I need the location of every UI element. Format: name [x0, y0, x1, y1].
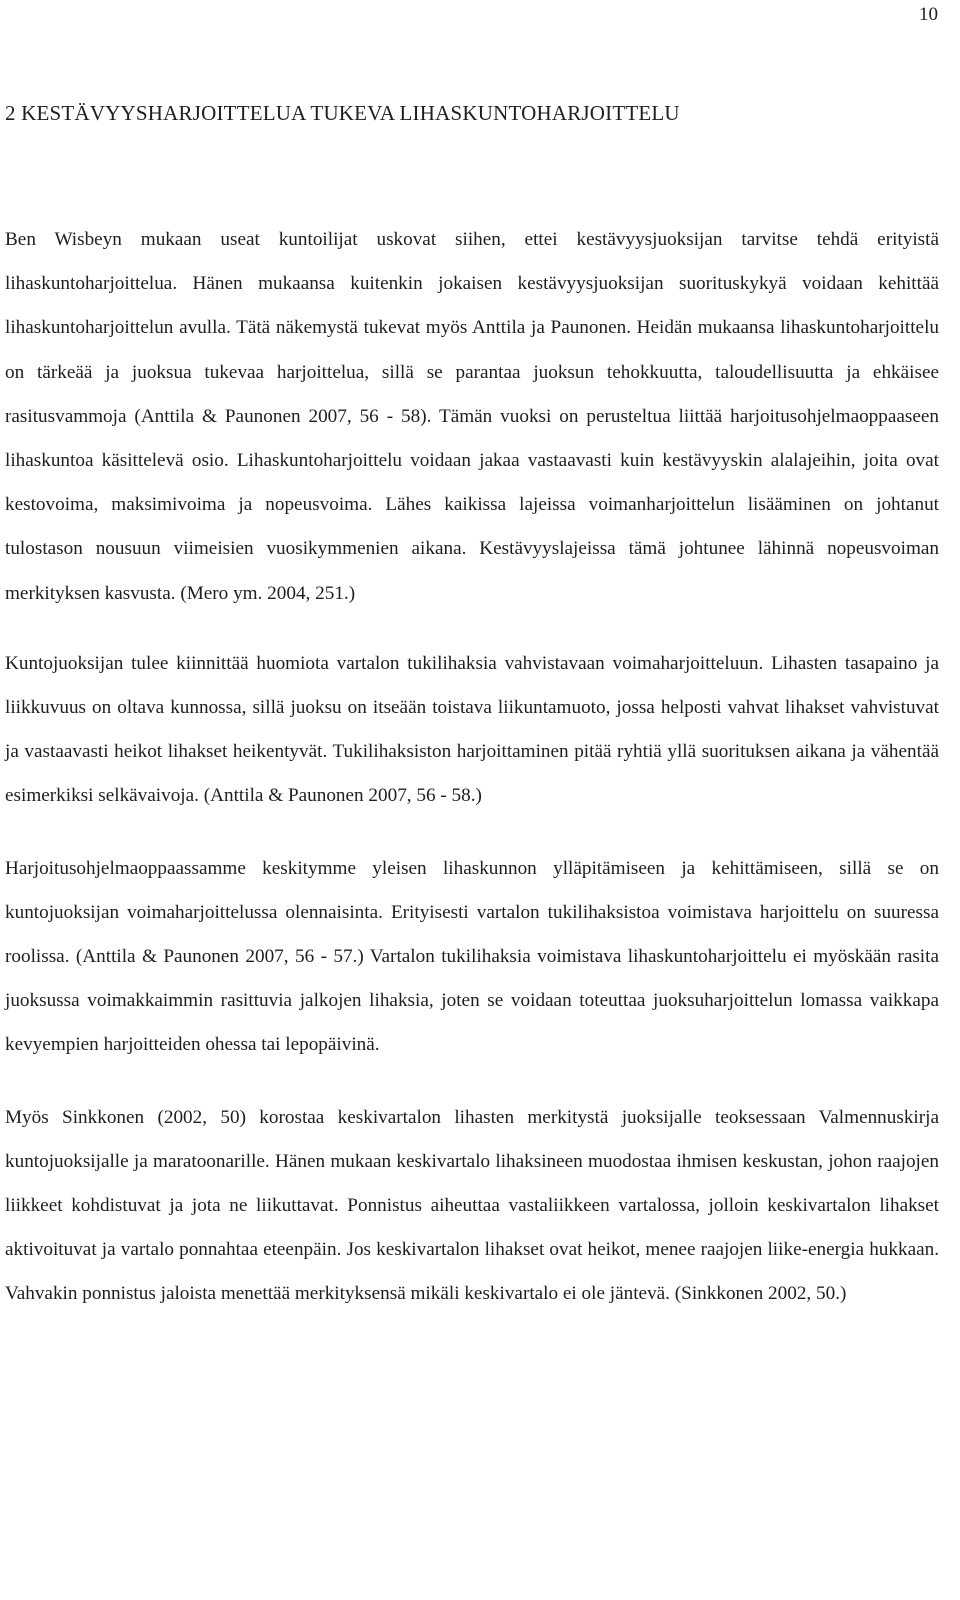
paragraph-strength-training-benefits: Ben Wisbeyn mukaan useat kuntoilijat uskovat siihen, ettei kestävyysjuoksijan tarvitse tehdä erityistä lihaskuntoharjoittelua. Hänen mukaansa kuitenkin jokaisen kestävyysjuoksijan suorituskykyä voidaan kehittää lihaskuntoharjoittelun avulla. Tätä näkemystä tukevat myös Anttila ja Paunonen. Heidän mukaansa lihaskuntoharjoittelu on tärkeää ja juoksua tukevaa harjoittelua, sillä se parantaa juoksun tehokkuutta, taloudellisuutta ja ehkäisee rasitusvammoja (Anttila & Paunonen 2007, 56 - 58). Tämän vuoksi on perusteltua liittää harjoitusohjelmaoppaaseen lihaskuntoa käsittelevä osio. Lihaskuntoharjoittelu voidaan jakaa vastaavasti kuin kestävyyskin alalajeihin, joita ovat kestovoima, maksimivoima ja nopeusvoima. Lähes kaikissa lajeissa voimanharjoittelun lisääminen on johtanut tulostason nousuun viimeisien vuosikymmenien aikana. Kestävyyslajeissa tämä johtunee lähinnä nopeusvoiman merkityksen kasvusta. (Mero ym. 2004, 251.) [5, 229, 939, 604]
paragraph-sinkkonen-core: Myös Sinkkonen (2002, 50) korostaa keskivartalon lihasten merkitystä juoksijalle teoksessaan Valmennuskirja kuntojuoksijalle ja maratoonarille. Hänen mukaan keskivartalo lihaksineen muodostaa ihmisen keskustan, johon raajojen liikkeet kohdistuvat ja jota ne liikuttavat. Ponnistus aiheuttaa vastaliikkeen vartalossa, jolloin keskivartalon lihakset aktivoituvat ja vartalo ponnahtaa eteenpäin. Jos keskivartalon lihakset ovat heikot, menee raajojen liike-energia hukkaan. Vahvakin ponnistus jaloista menettää merkityksensä mikäli keskivartalo ei ole jäntevä. (Sinkkonen 2002, 50.) [5, 1106, 939, 1305]
paragraph-core-muscles: Kuntojuoksijan tulee kiinnittää huomiota vartalon tukilihaksia vahvistavaan voimaharjoitteluun. Lihasten tasapaino ja liikkuvuus on oltava kunnossa, sillä juoksu on itseään toistava liikuntamuoto, jossa helposti vahvat lihakset vahvistuvat ja vastaavasti heikot lihakset heikentyvät. Tukilihaksiston harjoittaminen pitää ryhtiä yllä suorituksen aikana ja vähentää esimerkiksi selkävaivoja. (Anttila & Paunonen 2007, 56 - 58.) [5, 652, 939, 807]
chapter-heading: 2 KESTÄVYYSHARJOITTELUA TUKEVA LIHASKUNTOHARJOITTELU [5, 101, 680, 125]
document-body [5, 218, 939, 1317]
paragraph-program-guide-focus: Harjoitusohjelmaoppaassamme keskitymme yleisen lihaskunnon ylläpitämiseen ja kehittämiseen, sillä se on kuntojuoksijan voimaharjoittelussa olennaisinta. Erityisesti vartalon tukilihaksistoa voimistava harjoittelu on suuressa roolissa. (Anttila & Paunonen 2007, 56 - 57.) Vartalon tukilihaksia voimistava lihaskuntoharjoittelu ei myöskään rasita juoksussa voimakkaimmin rasittuvia jalkojen lihaksia, joten se voidaan toteuttaa juoksuharjoittelun lomassa vaikkapa kevyempien harjoitteiden ohessa tai lepopäivinä. [5, 857, 939, 1056]
page-number: 10 [919, 4, 938, 25]
